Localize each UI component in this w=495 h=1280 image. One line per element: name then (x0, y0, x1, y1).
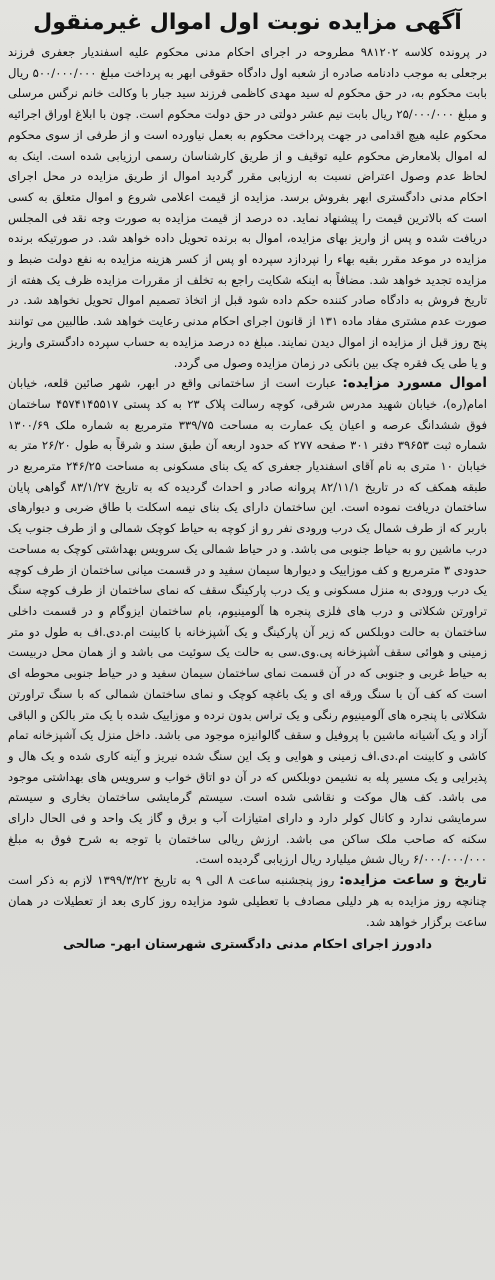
datetime-label: تاریخ و ساعت مزایده: (339, 872, 487, 889)
property-description: عبارت است از ساختمانی واقع در ابهر، شهر صائین قلعه، خیابان امام(ره)، خیابان شهید مدرس شرقی، کوچه رسالت پلاک ۲۳ به کد پستی ۴۵۷۴۱۴۵۵۱۷ ساختمان فوق ششدانگ عرصه و اعیان یک عمارت به مساحت ۳۳۹/۷۵ مترمربع به شماره ملک ۱۳۰۰/۶۹ شماره ثبت ۳۹۶۵۳ دفتر ۳۰۱ صفحه ۲۷۷ که حدود اربعه آن طبق سند و شرقاً به طول ۲۶/۲۰ متر به خیابان ۱۰ متری به نام آقای اسفندیار جعفری که یک بنای مسکونی به مساحت ۲۴۶/۲۵ مترمربع در طبقه همکف که در تاریخ ۸۲/۱۱/۱ پروانه صادر و احداث گردیده که به تاریخ ۸۳/۱/۲۷ گواهی پایان ساختمان دریافت نموده است. این ساختمان دارای یک بنای نیمه اسکلت با طاق ضربی و دیوارهای باربر که از طرف شمال یک درب ورودی نفر رو از کوچه به حیاط کوچک شمالی و از طرف جنوب یک درب ماشین رو به حیاط جنوبی می باشد. و در حیاط شمالی یک سرویس بهداشتی کوچک به مساحت حدودی ۳ مترمربع و کف موزاییک و دیوارها سیمان سفید و در قسمت میانی ساختمان از طرف کوچه یک درب ورودی به منزل مسکونی و یک درب پارکینگ سقف که نمای ساختمان از طرف کوچه سنگ تراورتن شکلاتی و درب های فلزی پنجره ها آلومینیوم، بام ساختمان ایزوگام و در قسمت داخلی ساختمان به حالت دوبلکس که زیر آن پارکینگ و یک آشپزخانه با کابینت ام.دی.اف به طول دو متر زمینی و هوائی سقف آشپزخانه پی.وی.سی به حالت یک سوئیت می باشد و از همان محل دربیست به حیاط غربی و جنوبی که در آن قسمت نمای ساختمان سیمان سفید و در حیاط جنوبی محوطه ای است که کف آن با سنگ ورقه ای و یک باغچه کوچک و نمای ساختمان شمالی که با سنگ تراورتن شکلاتی با پنجره های آلومینیوم رنگی و یک تراس بدون نرده و موزاییک شده با یک متر بالکن و الباقی آزاد و یک آشیانه ماشین با پروفیل و سقف گالوانیزه موجود می باشد. داخل منزل یک آشپزخانه تمام کاشی و کابینت ام.دی.اف زمینی و هوایی و یک این سنگ شده نیریز و آینه کاری شده و یک هال و پذیرایی و یک مسیر پله به نشیمن دوبلکس که در آن دو اتاق خواب و سرویس های بهداشتی موجود می باشد. کف هال موکت و نقاشی شده است. سیستم گرمایشی ساختمان بخاری و سیستم سرمایشی ندارد و کانال کولر دارد و دارای امتیازات آب و برق و گاز یک واحد و فی الحال دارای سکنه که صاحب ملک ساکن می باشد. ارزش ریالی ساختمان با توجه به شرح فوق به مبلغ ۶/۰۰۰/۰۰۰/۰۰۰ ریال شش میلیارد ریال ارزیابی گردیده است. (8, 376, 488, 867)
datetime-paragraph (8, 870, 487, 932)
property-label: اموال مسورد مزایده: (342, 375, 488, 392)
signature-line: دادورز اجرای احکام مدنی دادگستری شهرستان ابهر- صالحی (62, 936, 433, 952)
notice-title: آگهی مزایده نوبت اول اموال غیرمنقول (33, 10, 462, 35)
notice-intro-paragraph: در پرونده کلاسه ۹۸۱۲۰۲ مطروحه در اجرای احکام مدنی محکوم علیه اسفندیار جعفری فرزند برجعلی به موجب دادنامه صادره از شعبه اول دادگاه حقوقی ابهر به پرداخت مبلغ ۵۰۰/۰۰۰/۰۰۰ ریال بابت محکوم به، در حق محکوم له سید مهدی کاظمی فرزند سید جبار با وکالت خانم نرگس مرسلی و مبلغ ۲۵/۰۰۰/۰۰۰ ریال بابت نیم عشر دولتی در حق دولت محکوم است. چون با ابلاغ اوراق اجرائیه محکوم علیه هیچ اقدامی در جهت پرداخت محکوم به بعمل نیاورده است و از طرفی از سوی محکوم له اموال بلامعارض محکوم علیه توقیف و از طریق کارشناسان رسمی ارزیابی شده است. اینک به لحاظ عدم وصول اعتراض نسبت به ارزیابی مقرر گردید اموال از طریق مزایده در محل اجرای احکام مدنی دادگستری ابهر بفروش برسد. مزایده از قیمت اعلامی شروع و اموال متعلق به کسی است که بالاترین قیمت را پیشنهاد نماید. ده درصد از قیمت مزایده به صورت وجه نقد فی المجلس دریافت شده و پس از واریز بهای مزایده، اموال به برنده تحویل داده خواهد شد. در صورتیکه برنده مزایده در موعد مقرر بقیه بهاء را نپردازد سپرده او پس از کسر هزینه مزایده به نفع دولت ضبط و مزایده تجدید خواهد شد. مضافاً به اینکه شکایت راجع به تخلف از مقررات مزایده ظرف یک هفته از تاریخ فروش به دادگاه صادر کننده حکم داده شود قبل از اتخاذ تصمیم اموال تحویل نخواهد شد. در صورت عدم مشتری مفاد ماده ۱۳۱ از قانون اجرای احکام مدنی رعایت خواهد شد. طالبین می توانند پنج روز قبل از مزایده از اموال دیدن نمایند. مبلغ ده درصد مزایده به حساب سپرده دادگستری واریز و یا طی یک فقره چک بین بانکی در زمان مزایده وصول می گردد. (8, 45, 488, 370)
datetime-description: روز پنجشنبه ساعت ۸ الی ۹ به تاریخ ۱۳۹۹/۳/۲۲ لازم به ذکر است چنانچه روز مزایده به هر دلیلی مصادف با تعطیلی شود مزایده روز کاری بعد از تعطیلات در همان ساعت برگزار خواهد شد. (8, 873, 487, 929)
property-paragraph (8, 373, 487, 870)
